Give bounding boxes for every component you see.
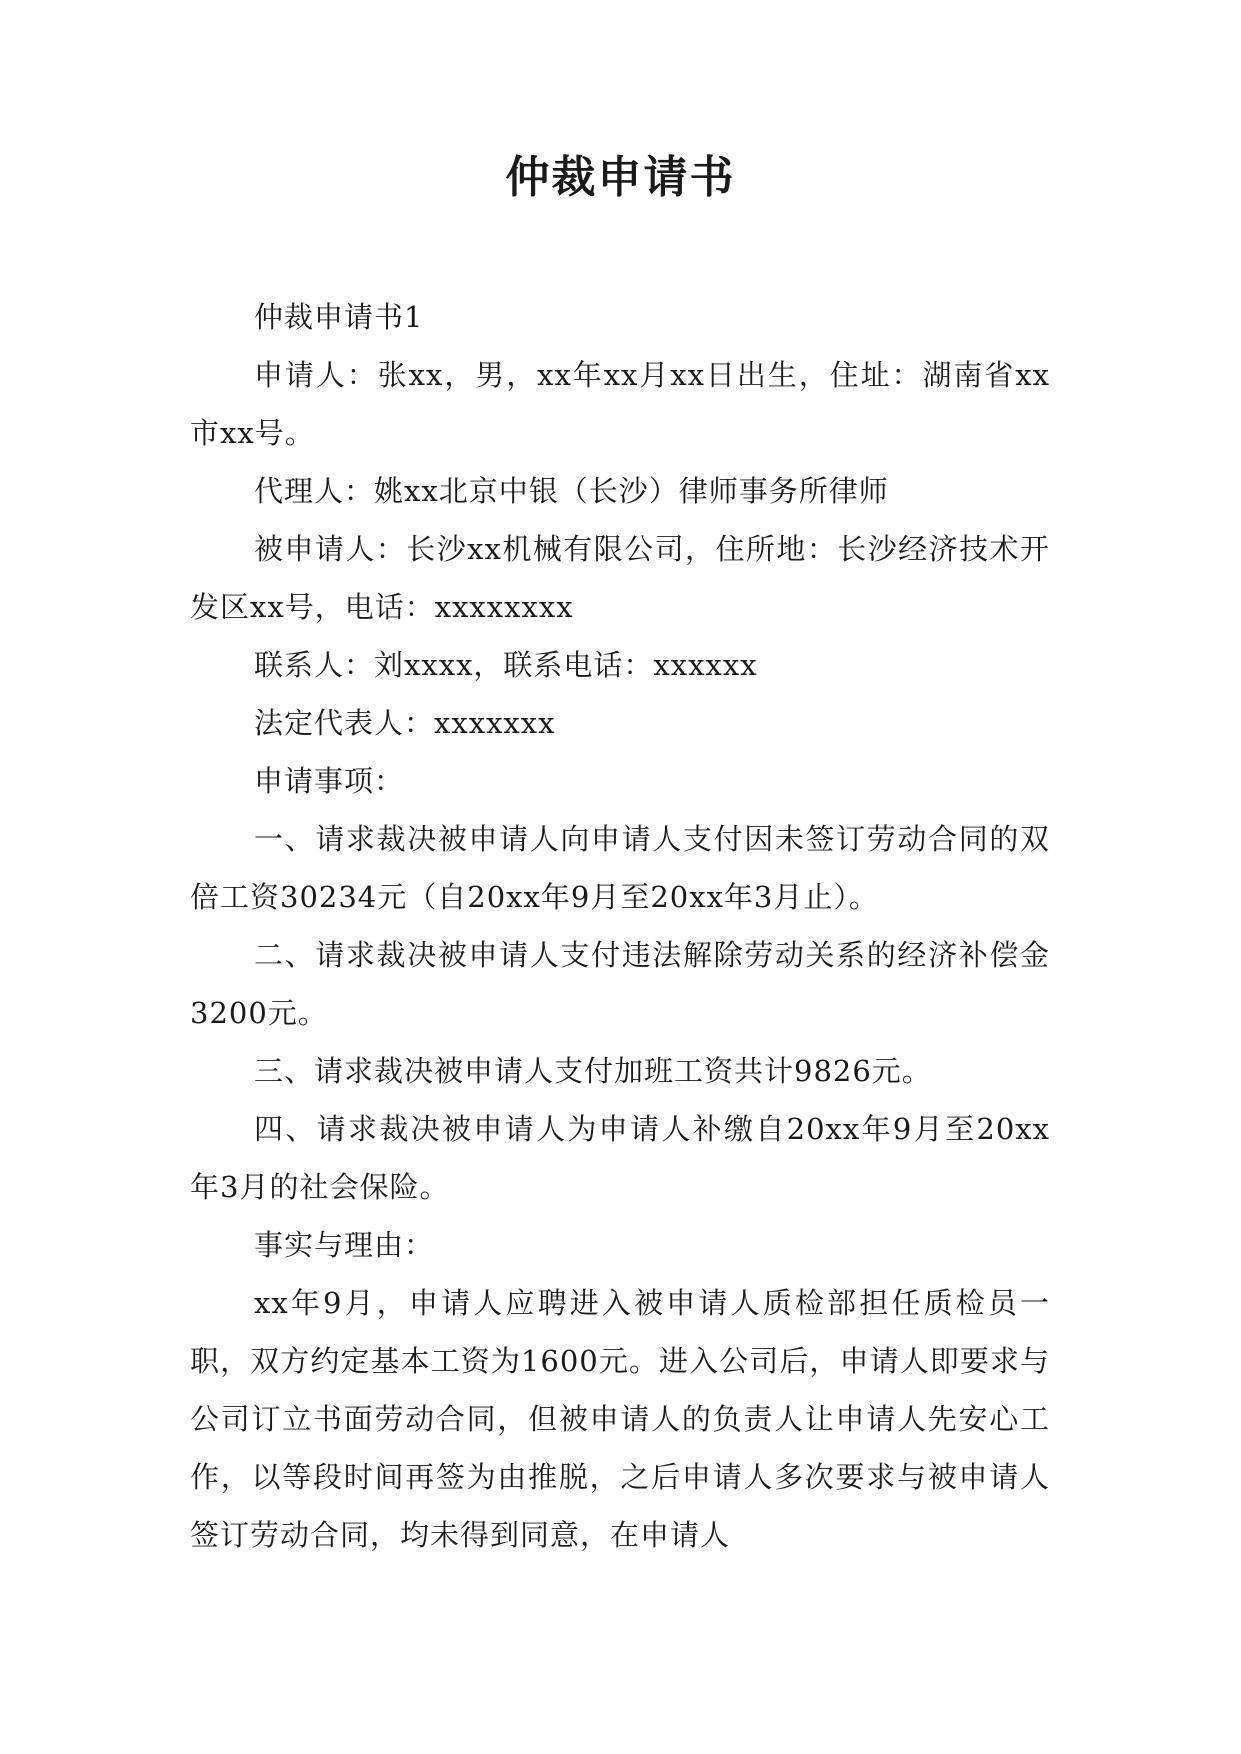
paragraph-claim-3: 三、请求裁决被申请人支付加班工资共计9826元。 [254, 1054, 932, 1088]
paragraph-respondent: 被申请人：长沙xx机械有限公司，住所地：长沙经济技术开发区xx号，电话：xxxxxxxx [190, 532, 1050, 624]
paragraph-applicant: 申请人：张xx，男，xx年xx月xx日出生，住址：湖南省xx市xx号。 [190, 358, 1050, 450]
paragraph-claim-4: 四、请求裁决被申请人为申请人补缴自20xx年9月至20xx年3月的社会保险。 [190, 1112, 1050, 1204]
paragraph-contact: 联系人：刘xxxx，联系电话：xxxxxx [254, 648, 758, 682]
paragraph-claim-2: 二、请求裁决被申请人支付违法解除劳动关系的经济补偿金3200元。 [190, 938, 1050, 1030]
paragraph-facts-body: xx年9月，申请人应聘进入被申请人质检部担任质检员一职，双方约定基本工资为1600元。进入公司后，申请人即要求与公司订立书面劳动合同，但被申请人的负责人让申请人先安心工作，以等段时间再签为由推脱，之后申请人多次要求与被申请人签订劳动合同，均未得到同意，在申请人 [190, 1286, 1050, 1552]
paragraph-legal-representative: 法定代表人：xxxxxxx [254, 706, 556, 740]
document-title: 仲裁申请书 [505, 152, 736, 203]
paragraph-heading-1: 仲裁申请书1 [254, 300, 424, 334]
paragraph-agent: 代理人：姚xx北京中银（长沙）律师事务所律师 [254, 474, 889, 508]
document-body [190, 288, 1050, 1564]
paragraph-claim-1: 一、请求裁决被申请人向申请人支付因未签订劳动合同的双倍工资30234元（自20xx年9月至20xx年3月止）。 [190, 822, 1050, 914]
paragraph-claims-heading: 申请事项： [254, 764, 405, 798]
paragraph-facts-heading: 事实与理由： [254, 1228, 435, 1262]
